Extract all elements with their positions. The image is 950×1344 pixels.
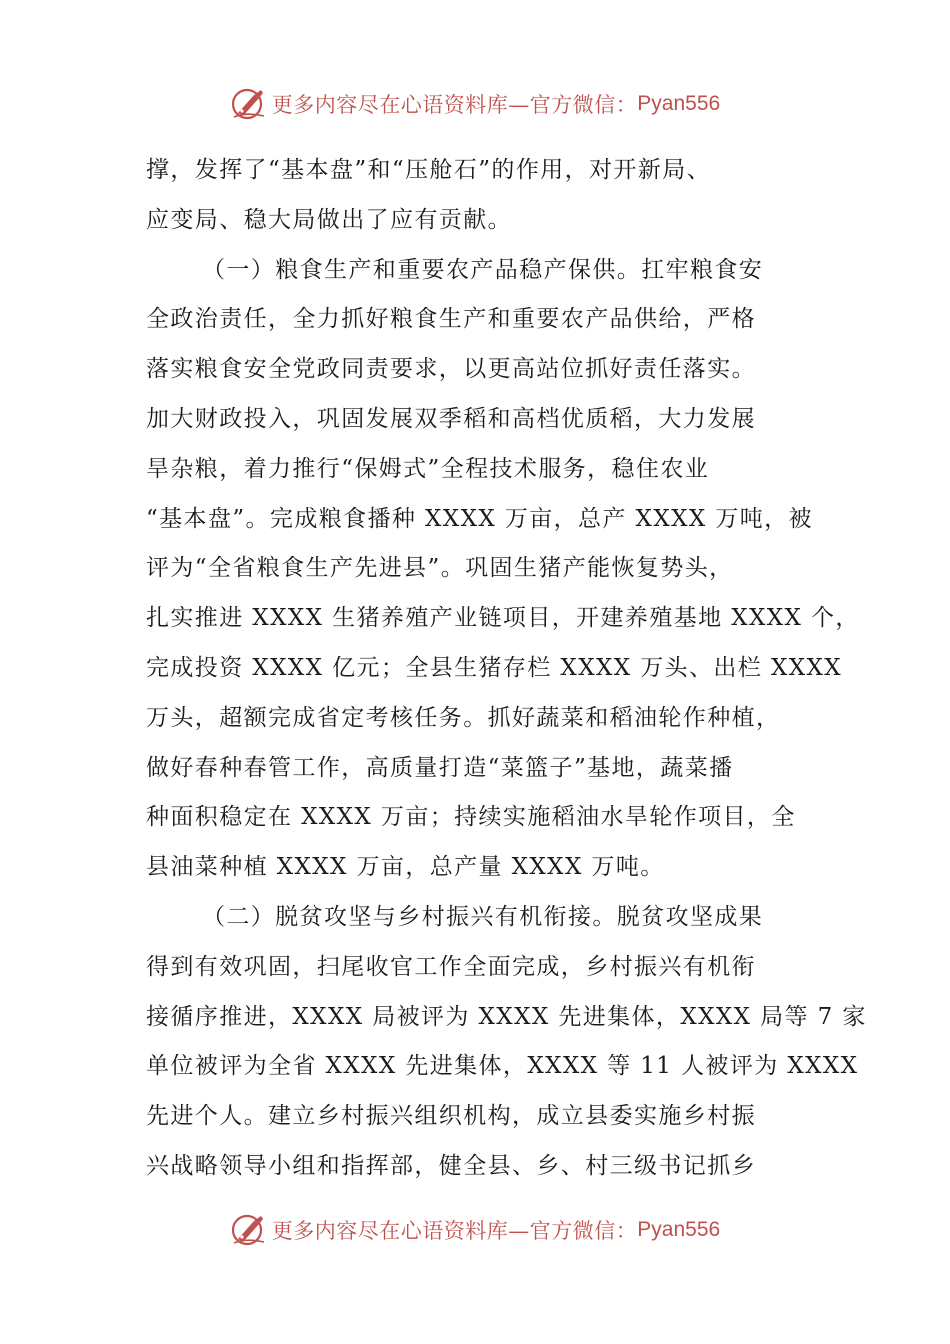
banner-text: 更多内容尽在心语资料库—官方微信： [271,93,638,117]
body-line: 单位被评为全省 XXXX 先进集体，XXXX 等 11 人被评为 XXXX [146,1053,859,1080]
body-line: 万头，超额完成省定考核任务。抓好蔬菜和稻油轮作种植， [146,704,781,731]
body-line: 扎实推进 XXXX 生猪养殖产业链项目，开建养殖基地 XXXX 个， [146,605,860,632]
body-line: 种面积稳定在 XXXX 万亩；持续实施稻油水旱轮作项目，全 [146,804,796,831]
banner-handle: Pyan556 [637,1218,721,1241]
banner-text: 更多内容尽在心语资料库—官方微信： [271,1219,638,1243]
body-line: 全政治责任，全力抓好粮食生产和重要农产品供给，严格 [146,306,756,333]
body-line: 兴战略领导小组和指挥部，健全县、乡、村三级书记抓乡 [146,1152,756,1179]
body-line: 加大财政投入，巩固发展双季稻和高档优质稻，大力发展 [146,405,756,432]
document-body [146,146,867,1192]
body-line: 得到有效巩固，扫尾收官工作全面完成，乡村振兴有机衔 [146,953,756,980]
body-line: 撑，发挥了“基本盘”和“压舱石”的作用，对开新局、 [146,157,712,183]
banner-handle: Pyan556 [637,92,721,115]
header-banner [0,84,950,124]
body-line: 县油菜种植 XXXX 万亩，总产量 XXXX 万吨。 [146,854,665,881]
body-line: （二）脱贫攻坚与乡村振兴有机衔接。脱贫攻坚成果 [202,903,764,930]
body-line: 旱杂粮，着力推行“保姆式”全程技术服务，稳住农业 [146,455,710,482]
body-line: 落实粮食安全党政同责要求，以更高站位抓好责任落实。 [146,356,756,383]
body-line: “基本盘”。完成粮食播种 XXXX 万亩，总产 XXXX 万吨，被 [146,505,813,532]
body-line: 做好春种春管工作，高质量打造“菜篮子”基地，蔬菜播 [146,754,734,781]
footer-banner [0,1210,950,1250]
body-line: 完成投资 XXXX 亿元；全县生猪存栏 XXXX 万头、出栏 XXXX [146,654,843,681]
pen-nib-circle-icon [230,1212,268,1248]
body-line: （一）粮食生产和重要农产品稳产保供。扛牢粮食安 [202,256,764,283]
pen-nib-circle-icon [230,86,268,122]
body-line: 接循序推进，XXXX 局被评为 XXXX 先进集体，XXXX 局等 7 家 [146,1003,867,1030]
body-line: 先进个人。建立乡村振兴组织机构，成立县委实施乡村振 [146,1103,756,1130]
body-line: 评为“全省粮食生产先进县”。巩固生猪产能恢复势头， [146,555,734,582]
body-line: 应变局、稳大局做出了应有贡献。 [146,206,512,233]
